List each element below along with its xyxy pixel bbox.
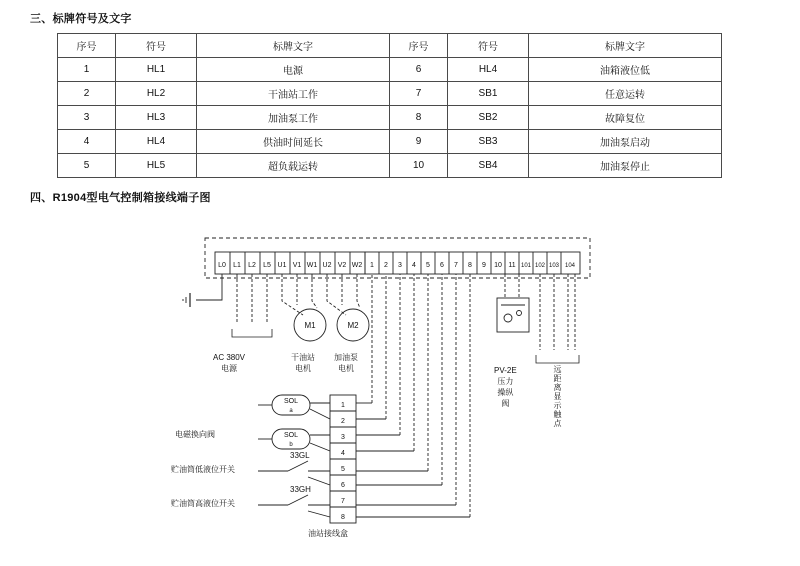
terminal-label-V1: V1 <box>292 262 302 269</box>
terminal-label-W2: W2 <box>351 262 363 269</box>
cell-no-2: 10 <box>390 154 448 178</box>
terminal-label-L2: L2 <box>248 262 256 269</box>
terminal-label-1: 1 <box>370 262 374 269</box>
terminal-label-7: 7 <box>454 262 458 269</box>
junction-terminal-4: 4 <box>341 450 345 457</box>
terminal-label-11: 11 <box>508 262 516 269</box>
th-no-1: 序号 <box>58 34 116 58</box>
cell-txt-1: 加油泵工作 <box>197 106 390 130</box>
cell-no-1: 5 <box>58 154 116 178</box>
terminal-label-5: 5 <box>426 262 430 269</box>
th-no-2: 序号 <box>390 34 448 58</box>
terminal-label-103: 103 <box>548 263 560 269</box>
cell-txt-2: 任意运转 <box>529 82 722 106</box>
cell-sym-2: SB1 <box>448 82 529 106</box>
table-row <box>58 106 722 130</box>
terminal-label-L1: L1 <box>233 262 241 269</box>
cell-sym-1: HL4 <box>116 130 197 154</box>
cell-txt-2: 故障复位 <box>529 106 722 130</box>
terminal-label-104: 104 <box>564 263 576 269</box>
diagram-svg <box>0 205 800 555</box>
cell-sym-2: SB4 <box>448 154 529 178</box>
th-sym-1: 符号 <box>116 34 197 58</box>
section-heading-3: 三、标牌符号及文字 <box>30 13 132 25</box>
junction-terminal-3: 3 <box>341 434 345 441</box>
cell-txt-1: 电源 <box>197 58 390 82</box>
cell-txt-2: 加油泵启动 <box>529 130 722 154</box>
cell-no-1: 3 <box>58 106 116 130</box>
terminal-label-L0: L0 <box>218 262 226 269</box>
terminal-label-6: 6 <box>440 262 444 269</box>
junction-box-label: 油站接线盒 <box>308 529 348 538</box>
table-row <box>58 58 722 82</box>
switch-33gl-tag: 33GL <box>290 451 310 460</box>
cell-txt-2: 油箱液位低 <box>529 58 722 82</box>
junction-terminal-5: 5 <box>341 466 345 473</box>
cell-no-1: 4 <box>58 130 116 154</box>
terminal-label-2: 2 <box>384 262 388 269</box>
sol-b-sub: b <box>289 442 293 448</box>
low-level-switch-label: 贮油筒低液位开关 <box>171 465 235 474</box>
terminal-label-101: 101 <box>520 263 532 269</box>
sol-a-sub: a <box>289 408 293 414</box>
th-txt-2: 标牌文字 <box>529 34 722 58</box>
table-header-row <box>58 34 722 58</box>
motor-m2-tag: M2 <box>347 321 359 330</box>
table-row <box>58 154 722 178</box>
terminal-label-102: 102 <box>534 263 546 269</box>
cell-txt-1: 超负载运转 <box>197 154 390 178</box>
sol-b-tag: SOL <box>283 432 299 439</box>
table-header <box>58 34 722 58</box>
terminal-label-V2: V2 <box>337 262 347 269</box>
cell-txt-1: 供油时间延长 <box>197 130 390 154</box>
cell-sym-2: SB3 <box>448 130 529 154</box>
table-body <box>58 58 722 178</box>
terminal-label-9: 9 <box>482 262 486 269</box>
junction-terminal-1: 1 <box>341 402 345 409</box>
switch-33gh-tag: 33GH <box>290 485 311 494</box>
junction-terminal-6: 6 <box>341 482 345 489</box>
sign-symbol-table <box>57 33 722 178</box>
cell-sym-1: HL3 <box>116 106 197 130</box>
junction-terminal-7: 7 <box>341 498 345 505</box>
motor-m1-tag: M1 <box>304 321 316 330</box>
terminal-label-10: 10 <box>494 262 502 269</box>
wiring-terminal-diagram <box>0 205 800 555</box>
high-level-switch-label: 贮油筒高液位开关 <box>171 499 235 508</box>
cell-no-1: 1 <box>58 58 116 82</box>
cell-sym-1: HL2 <box>116 82 197 106</box>
cell-sym-2: SB2 <box>448 106 529 130</box>
cell-sym-1: HL5 <box>116 154 197 178</box>
power-source-label: AC 380V 电源 <box>213 353 246 373</box>
th-txt-1: 标牌文字 <box>197 34 390 58</box>
terminal-label-W1: W1 <box>306 262 318 269</box>
section-heading-4: 四、R1904型电气控制箱接线端子图 <box>30 192 211 204</box>
terminal-label-U2: U2 <box>322 262 332 269</box>
enclosure-box <box>205 238 590 278</box>
cell-no-2: 9 <box>390 130 448 154</box>
pressure-valve-box <box>497 298 529 332</box>
terminal-label-8: 8 <box>468 262 472 269</box>
cell-no-2: 7 <box>390 82 448 106</box>
sol-a-tag: SOL <box>283 398 299 405</box>
cell-sym-2: HL4 <box>448 58 529 82</box>
table-row <box>58 130 722 154</box>
cell-no-1: 2 <box>58 82 116 106</box>
terminal-label-4: 4 <box>412 262 416 269</box>
solenoid-valve-label: 电磁换向阀 <box>175 430 215 439</box>
cell-txt-1: 干油站工作 <box>197 82 390 106</box>
cell-sym-1: HL1 <box>116 58 197 82</box>
cell-no-2: 8 <box>390 106 448 130</box>
th-sym-2: 符号 <box>448 34 529 58</box>
terminal-label-U1: U1 <box>277 262 287 269</box>
motor-m1-label: 干油站 电机 <box>291 353 315 373</box>
motor-m2-label: 加油泵 电机 <box>334 353 358 373</box>
table-row <box>58 82 722 106</box>
cell-txt-2: 加油泵停止 <box>529 154 722 178</box>
cell-no-2: 6 <box>390 58 448 82</box>
pressure-valve-label: PV-2E 压力 操纵 阀 <box>494 366 517 408</box>
junction-terminal-2: 2 <box>341 418 345 425</box>
junction-terminal-8: 8 <box>341 514 345 521</box>
terminal-label-L5: L5 <box>263 262 271 269</box>
terminal-label-3: 3 <box>398 262 402 269</box>
remote-contact-label: 远距离显示触点 <box>553 365 562 428</box>
